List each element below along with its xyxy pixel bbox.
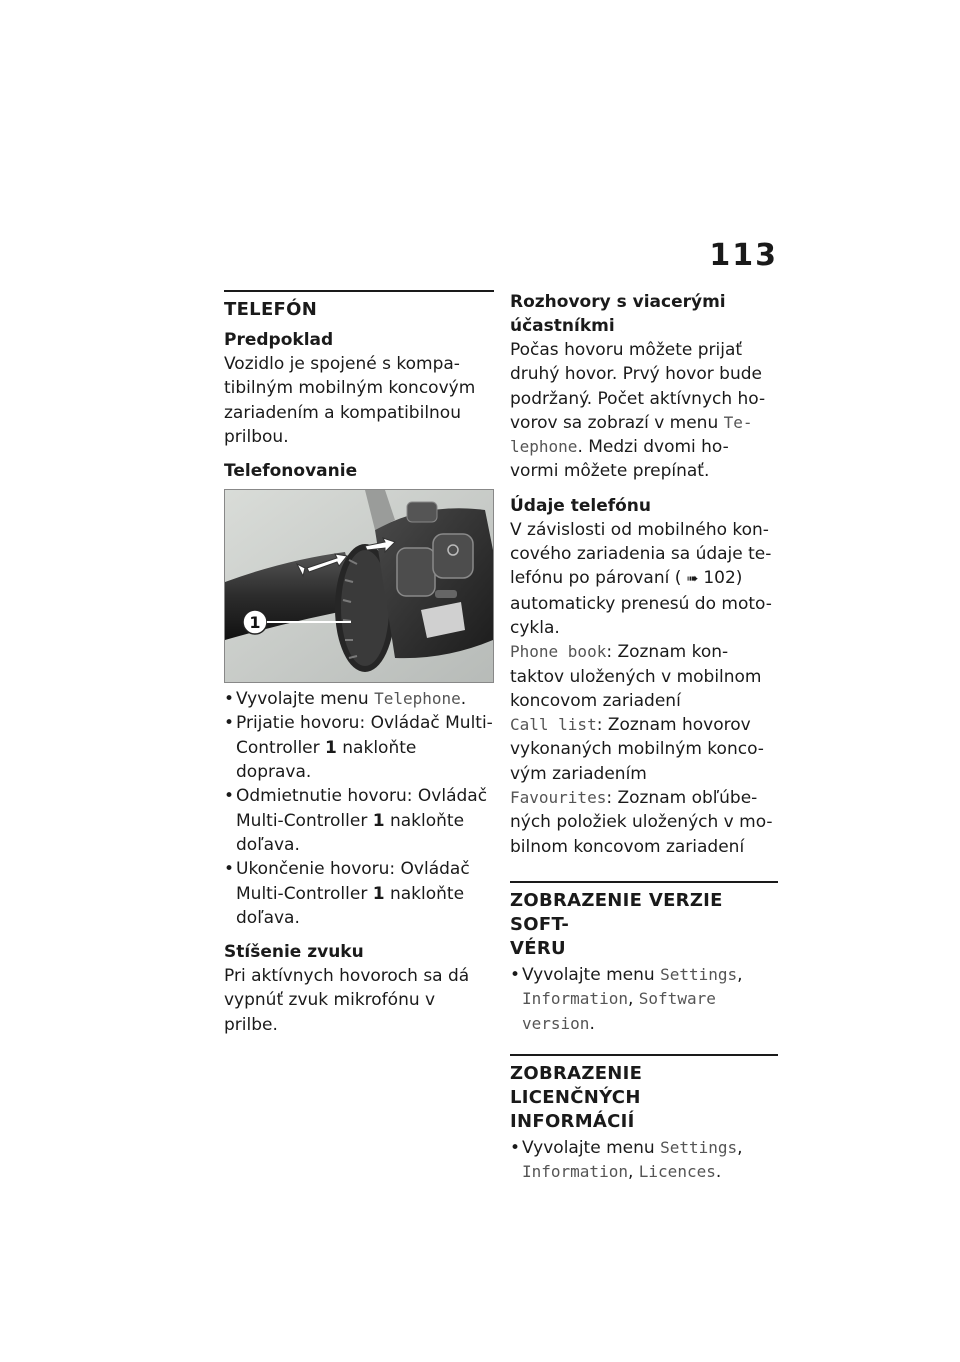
text-line: vormi môžete prepínať.	[510, 461, 710, 482]
page-reference[interactable]: 102)	[703, 568, 743, 589]
bullet-text: .	[460, 689, 467, 710]
text-line: prilbou.	[224, 426, 289, 447]
right-column	[510, 290, 778, 1184]
text-span: : Zoznam hovorov	[596, 715, 751, 736]
list-item: • Vyvolajte menu Settings, Information, Software version.	[510, 963, 778, 1036]
text-line: tibilným mobilným koncovým	[224, 378, 476, 399]
text-line: vým zariadením	[510, 763, 647, 784]
page-reference-arrow-icon: ➠	[686, 571, 699, 588]
prereq-text	[224, 352, 494, 449]
handlebar-illustration	[225, 490, 493, 682]
text-line: vypnúť zvuk mikrofónu v prilbe.	[224, 990, 436, 1035]
section-title-telefon: TELEFÓN	[224, 299, 318, 320]
text-line: Vozidlo je spojené s kompa-	[224, 354, 460, 374]
licence-bullets	[510, 1136, 778, 1185]
ref-number: 1	[325, 737, 337, 758]
figure-callout-1: 1	[249, 613, 261, 633]
section-title-licences	[510, 1062, 778, 1134]
text-line: cového zariadenia sa údaje te-	[510, 544, 772, 565]
list-item	[224, 687, 494, 711]
text-line	[510, 411, 778, 435]
heading-line: účastníkmi	[510, 316, 615, 336]
bullet-text: Vyvolajte menu	[236, 689, 375, 710]
section-rule	[510, 1054, 778, 1056]
bullet-text: Controller	[236, 737, 326, 758]
text-line	[510, 713, 778, 737]
heading-line: Rozhovory s viacerými	[510, 292, 726, 312]
menu-name: Phone book	[510, 642, 607, 662]
menu-name: version	[522, 1013, 590, 1033]
text-span: . Medzi dvomi ho-	[577, 437, 729, 458]
menu-name: Settings	[660, 964, 738, 984]
bullet-text: nakloňte	[384, 883, 465, 904]
list-item	[224, 711, 494, 784]
text-line	[510, 786, 778, 810]
text-span: : Zoznam kon-	[606, 642, 729, 663]
heading-line: ZOBRAZENIE LICENČNÝCH	[510, 1062, 643, 1108]
menu-name: Licences	[638, 1162, 716, 1182]
software-bullets	[510, 963, 778, 1036]
phone-data-heading: Údaje telefónu	[510, 495, 652, 516]
text-line: V závislosti od mobilného kon-	[510, 519, 769, 540]
section-rule	[224, 290, 494, 292]
text-line: cykla.	[510, 617, 560, 638]
left-column	[224, 290, 494, 1037]
menu-name: lephone	[510, 437, 578, 457]
calling-heading: Telefonovanie	[224, 461, 358, 482]
bullet-text: Multi-Controller	[236, 810, 373, 831]
text-line: taktov uložených v mobilnom	[510, 666, 762, 687]
section-title-software-version	[510, 889, 778, 961]
menu-name: Software	[638, 989, 716, 1009]
bullet-text: Vyvolajte menu	[522, 964, 661, 985]
text-span: : Zoznam obľúbe-	[606, 788, 758, 809]
bullet-text: Vyvolajte menu	[522, 1137, 661, 1158]
list-item: • Vyvolajte menu Settings, Information, Licences.	[510, 1136, 778, 1185]
text-line: Pri aktívnych hovoroch sa dá	[224, 966, 470, 987]
prereq-heading: Predpoklad	[224, 330, 334, 350]
menu-name: Settings	[660, 1137, 738, 1157]
text-line: automaticky prenesú do moto-	[510, 593, 772, 614]
text-line: ných položiek uložených v mo-	[510, 812, 773, 833]
heading-line: ZOBRAZENIE VERZIE SOFT-	[510, 889, 723, 935]
text-line: vykonaných mobilným konco-	[510, 739, 764, 760]
menu-name: Te-	[723, 412, 753, 432]
text-line: druhý hovor. Prvý hovor bude	[510, 364, 762, 385]
menu-name: Call list	[510, 715, 597, 735]
text-span: vorov sa zobrazí v menu	[510, 412, 724, 433]
ref-number: 1	[372, 810, 385, 831]
text-line: Počas hovoru môžete prijať	[510, 340, 743, 360]
text-line	[510, 640, 778, 664]
bullet-text: nakloňte doprava.	[236, 737, 417, 783]
conference-heading	[510, 290, 778, 338]
ref-number: 1	[372, 883, 385, 904]
text-line: zariadením a kompatibilnou	[224, 402, 461, 423]
bullet-text: doľava.	[236, 907, 300, 928]
menu-name: Telephone	[374, 689, 461, 709]
text-line: bilnom koncovom zariadení	[510, 836, 745, 857]
menu-name: Information	[522, 989, 628, 1009]
text-line	[510, 435, 778, 459]
mute-heading: Stíšenie zvuku	[224, 942, 364, 963]
bullet-text: Ukončenie hovoru: Ovládač	[236, 859, 470, 880]
bullet-text: Prijatie hovoru: Ovládač Multi-	[236, 713, 493, 734]
bullet-text: Multi-Controller	[236, 883, 373, 904]
heading-line: INFORMÁCIÍ	[510, 1110, 635, 1132]
text-line: koncovom zariadení	[510, 690, 681, 711]
bullet-text: Odmietnutie hovoru: Ovládač	[236, 786, 488, 807]
bullet-text: doľava.	[236, 834, 300, 855]
bullet-text: nakloňte	[384, 810, 465, 831]
handlebar-controller-photo	[224, 489, 494, 683]
list-item	[224, 857, 494, 930]
page-number: 113	[709, 238, 778, 273]
text-line	[510, 566, 778, 591]
list-item	[224, 784, 494, 857]
section-rule	[510, 881, 778, 883]
text-span: lefónu po párovaní (	[510, 568, 682, 589]
menu-name: Information	[522, 1162, 628, 1182]
calling-bullets	[224, 687, 494, 930]
heading-line: VÉRU	[510, 937, 566, 959]
menu-name: Favourites	[510, 788, 607, 808]
text-line: podržaný. Počet aktívnych ho-	[510, 388, 766, 409]
